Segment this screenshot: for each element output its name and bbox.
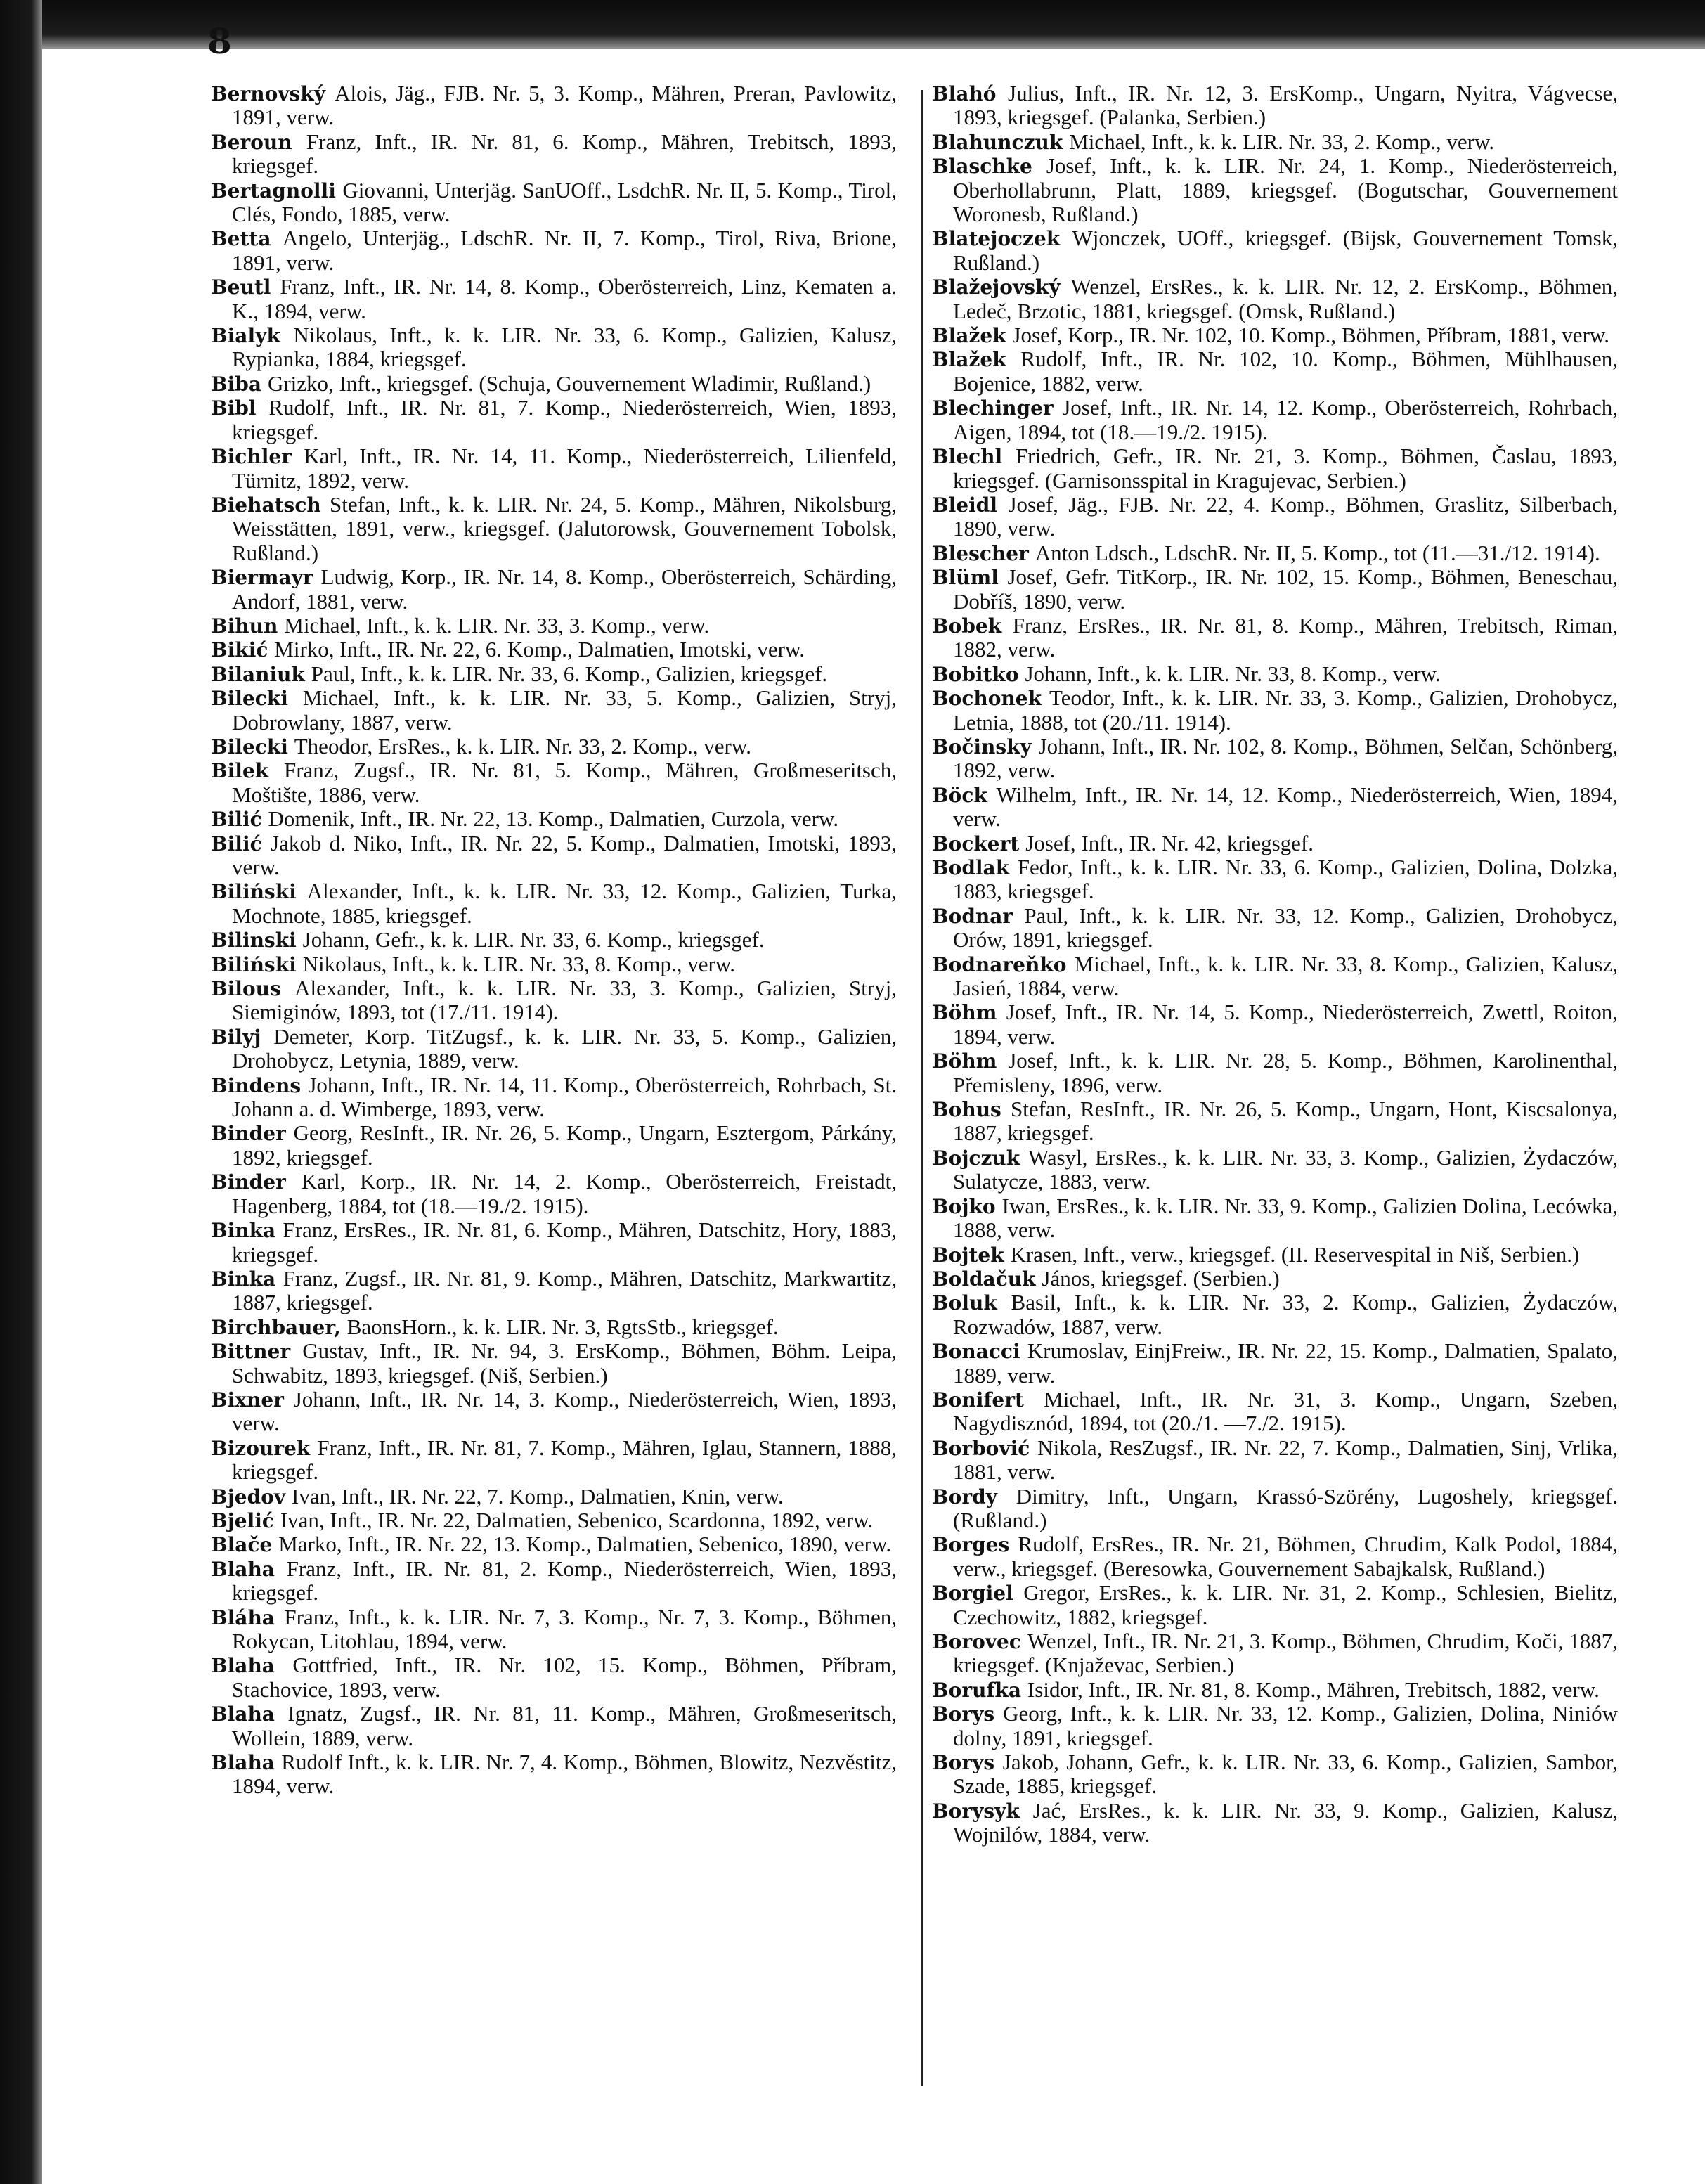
entry-surname: Bialyk xyxy=(211,324,280,348)
entry-details: Nikolaus, Inft., k. k. LIR. Nr. 33, 8. Komp., verw. xyxy=(302,951,735,976)
entry-surname: Birchbauer, xyxy=(211,1315,341,1339)
page-number: 8 xyxy=(207,20,232,62)
entry-surname: Borovec xyxy=(932,1630,1021,1653)
entry-surname: Blače xyxy=(211,1533,273,1557)
register-entry xyxy=(211,832,897,880)
entry-surname: Bixner xyxy=(211,1388,284,1411)
entry-surname: Blechl xyxy=(932,445,1003,469)
register-entry xyxy=(211,662,897,686)
entry-details: Fedor, Inft., k. k. LIR. Nr. 33, 6. Komp., Galizien, Dolina, Dolzka, 1883, kriegsgef. xyxy=(953,855,1619,904)
entry-details: Michael, Inft., k. k. LIR. Nr. 33, 3. Komp., verw. xyxy=(284,612,710,638)
entry-surname: Bodnar xyxy=(932,904,1013,928)
entry-details: Stefan, ResInft., IR. Nr. 26, 5. Komp., Ungarn, Hont, Kiscsalonya, 1887, kriegsgef. xyxy=(953,1097,1618,1146)
scan-left-border xyxy=(0,0,42,2184)
register-entry xyxy=(211,1073,897,1122)
entry-details: Mirko, Inft., IR. Nr. 22, 6. Komp., Dalmatien, Imotski, verw. xyxy=(274,637,805,662)
entry-details: Josef, Inft., IR. Nr. 14, 5. Komp., Niederösterreich, Zwettl, Roiton, 1894, verw. xyxy=(953,1000,1618,1049)
entry-details: Rudolf, ErsRes., IR. Nr. 21, Böhmen, Chrudim, Kalk Podol, 1884, verw., kriegsgef. (Beresowka, Gouvernement Sabajkalsk, Rußland.) xyxy=(953,1532,1618,1581)
entry-details: Josef, Jäg., FJB. Nr. 22, 4. Komp., Böhmen, Graslitz, Silberbach, 1890, verw. xyxy=(953,491,1618,541)
register-entry xyxy=(932,1629,1618,1678)
entry-details: Paul, Inft., k. k. LIR. Nr. 33, 12. Komp., Galizien, Drohobycz, Orów, 1891, kriegsgef. xyxy=(953,903,1618,952)
register-entry xyxy=(932,1485,1618,1533)
entry-details: Isidor, Inft., IR. Nr. 81, 8. Komp., Mähren, Trebitsch, 1882, verw. xyxy=(1027,1676,1600,1702)
entry-details: Basil, Inft., k. k. LIR. Nr. 33, 2. Komp., Galizien, Żydaczów, Rozwadów, 1887, verw. xyxy=(953,1290,1619,1339)
entry-details: Wenzel, Inft., IR. Nr. 21, 3. Komp., Böhmen, Chrudim, Koči, 1887, kriegsgef. (Knjaževac, Serbien.) xyxy=(953,1629,1618,1678)
entry-details: Franz, Inft., k. k. LIR. Nr. 7, 3. Komp., Nr. 7, 3. Komp., Böhmen, Rokycan, Litohlau, 1894, verw. xyxy=(232,1604,897,1653)
entry-surname: Biba xyxy=(211,372,262,396)
register-entry xyxy=(932,735,1618,783)
register-entry xyxy=(211,1267,897,1315)
entry-surname: Binka xyxy=(211,1219,276,1243)
register-entry xyxy=(211,1750,897,1799)
register-entry xyxy=(211,686,897,735)
register-entry xyxy=(211,1532,897,1556)
register-entry xyxy=(211,1339,897,1388)
register-entry xyxy=(211,1557,897,1605)
register-entry xyxy=(932,1146,1618,1194)
entry-details: Franz, ErsRes., IR. Nr. 81, 6. Komp., Mähren, Datschitz, Hory, 1883, kriegsgef. xyxy=(232,1217,897,1267)
entry-surname: Borges xyxy=(932,1533,1010,1557)
register-entry xyxy=(932,1702,1618,1750)
entry-surname: Bordy xyxy=(932,1485,997,1508)
register-entry xyxy=(211,1436,897,1485)
entry-surname: Blaha xyxy=(211,1557,275,1581)
entry-details: Giovanni, Unterjäg. SanUOff., LsdchR. Nr. II, 5. Komp., Tirol, Clés, Fondo, 1885, verw. xyxy=(232,177,897,227)
register-entry xyxy=(932,952,1618,1001)
entry-surname: Bobitko xyxy=(932,662,1019,686)
entry-surname: Bilyj xyxy=(211,1025,261,1049)
register-entry xyxy=(932,1339,1618,1388)
entry-details: Jać, ErsRes., k. k. LIR. Nr. 33, 9. Komp., Galizien, Kalusz, Wojnilów, 1884, verw. xyxy=(953,1797,1618,1847)
entry-details: Wasyl, ErsRes., k. k. LIR. Nr. 33, 3. Komp., Galizien, Żydaczów, Sulatycze, 1883, verw. xyxy=(953,1144,1618,1194)
entry-surname: Bočinsky xyxy=(932,735,1032,758)
entry-surname: Böck xyxy=(932,783,987,807)
entry-details: Demeter, Korp. TitZugsf., k. k. LIR. Nr. 33, 5. Komp., Galizien, Drohobycz, Letynia, 1889, verw. xyxy=(232,1023,897,1073)
entry-surname: Blahunczuk xyxy=(932,130,1063,154)
entry-details: Teodor, Inft., k. k. LIR. Nr. 33, 3. Komp., Galizien, Drohobycz, Letnia, 1888, tot (20./11. 1914). xyxy=(953,685,1619,735)
register-entry xyxy=(211,952,897,976)
register-entry xyxy=(211,565,897,614)
register-entry xyxy=(211,879,897,928)
register-entry xyxy=(211,323,897,372)
register-entry xyxy=(932,1049,1618,1097)
entry-surname: Biermayr xyxy=(211,566,313,590)
entry-surname: Bibl xyxy=(211,396,257,420)
entry-surname: Biliński xyxy=(211,952,297,976)
register-entry xyxy=(211,1605,897,1654)
register-entry xyxy=(211,1170,897,1218)
entry-details: Alexander, Inft., k. k. LIR. Nr. 33, 3. Komp., Galizien, Stryj, Siemiginów, 1893, tot (17./11. 1914). xyxy=(232,976,897,1025)
entry-surname: Boldačuk xyxy=(932,1267,1036,1291)
register-entry xyxy=(211,1218,897,1267)
entry-surname: Boluk xyxy=(932,1291,997,1315)
entry-details: Michael, Inft., k. k. LIR. Nr. 33, 5. Komp., Galizien, Stryj, Dobrowlany, 1887, verw. xyxy=(232,685,897,735)
entry-surname: Blüml xyxy=(932,566,999,590)
entry-surname: Borys xyxy=(932,1702,995,1726)
register-entry xyxy=(932,1194,1618,1243)
register-entry xyxy=(211,1121,897,1170)
entry-surname: Blaha xyxy=(211,1654,275,1678)
register-entry xyxy=(211,1388,897,1436)
entry-surname: Bizourek xyxy=(211,1436,311,1460)
entry-details: Nikola, ResZugsf., IR. Nr. 22, 7. Komp., Dalmatien, Sinj, Vrlika, 1881, verw. xyxy=(953,1435,1618,1485)
entry-surname: Blažek xyxy=(932,348,1006,372)
entry-surname: Bodnareňko xyxy=(932,952,1067,976)
entry-details: Krumoslav, EinjFreiw., IR. Nr. 22, 15. Komp., Dalmatien, Spalato, 1889, verw. xyxy=(953,1338,1618,1388)
entry-details: Johann, Inft., IR. Nr. 14, 11. Komp., Oberösterreich, Rohrbach, St. Johann a. d. Wimberge, 1893, verw. xyxy=(232,1072,897,1122)
entry-surname: Blaha xyxy=(211,1702,275,1726)
register-entry xyxy=(211,758,897,807)
entry-details: Josef, Inft., IR. Nr. 14, 12. Komp., Oberösterreich, Rohrbach, Aigen, 1894, tot (18.—19./2. 1915). xyxy=(953,395,1618,444)
entry-details: Grizko, Inft., kriegsgef. (Schuja, Gouvernement Wladimir, Rußland.) xyxy=(267,370,871,396)
entry-surname: Bodlak xyxy=(932,856,1010,879)
entry-details: Josef, Gefr. TitKorp., IR. Nr. 102, 15. Komp., Böhmen, Beneschau, Dobříš, 1890, verw. xyxy=(953,564,1619,614)
entry-surname: Borufka xyxy=(932,1678,1022,1702)
entry-surname: Blažejovský xyxy=(932,276,1061,299)
entry-surname: Blescher xyxy=(932,541,1029,565)
register-entry xyxy=(211,493,897,565)
register-entry xyxy=(932,1581,1618,1629)
register-entry xyxy=(211,226,897,275)
entry-details: Jakob d. Niko, Inft., IR. Nr. 22, 5. Komp., Dalmatien, Imotski, 1893, verw. xyxy=(232,830,897,879)
entry-details: Michael, Inft., IR. Nr. 31, 3. Komp., Ungarn, Szeben, Nagydisznód, 1894, tot (20./1. —7./2. 1915). xyxy=(953,1386,1618,1436)
entry-details: Ivan, Inft., IR. Nr. 22, 7. Komp., Dalmatien, Knin, verw. xyxy=(292,1483,784,1508)
register-entry xyxy=(211,1025,897,1073)
register-entry xyxy=(932,82,1618,130)
entry-surname: Bjedov xyxy=(211,1485,286,1508)
entry-surname: Binder xyxy=(211,1122,286,1146)
entry-details: Ivan, Inft., IR. Nr. 22, Dalmatien, Sebenico, Scardonna, 1892, verw. xyxy=(280,1507,874,1532)
register-entry xyxy=(211,976,897,1025)
entry-surname: Borbović xyxy=(932,1436,1030,1460)
register-entry xyxy=(211,179,897,227)
entry-surname: Bonacci xyxy=(932,1340,1020,1364)
entry-surname: Bonifert xyxy=(932,1388,1024,1411)
entry-details: Wjonczek, UOff., kriegsgef. (Bijsk, Gouvernement Tomsk, Rußland.) xyxy=(953,226,1618,275)
entry-surname: Bilić xyxy=(211,808,262,832)
entry-surname: Bojtek xyxy=(932,1243,1004,1267)
entry-details: Domenik, Inft., IR. Nr. 22, 13. Komp., Dalmatien, Curzola, verw. xyxy=(268,806,839,832)
entry-details: Rudolf Inft., k. k. LIR. Nr. 7, 4. Komp., Böhmen, Blowitz, Nezvěstitz, 1894, verw. xyxy=(232,1750,897,1799)
entry-surname: Blaschke xyxy=(932,155,1032,179)
entry-details: Franz, Inft., IR. Nr. 81, 7. Komp., Mähren, Iglau, Stannern, 1888, kriegsgef. xyxy=(232,1435,897,1485)
column-divider xyxy=(921,90,923,2086)
entry-details: Franz, Zugsf., IR. Nr. 81, 9. Komp., Mähren, Datschitz, Markwartitz, 1887, kriegsgef. xyxy=(232,1265,897,1315)
register-entry xyxy=(211,735,897,758)
register-entry xyxy=(932,783,1618,832)
register-entry xyxy=(932,1000,1618,1049)
register-entry xyxy=(932,1799,1618,1847)
entry-surname: Betta xyxy=(211,227,271,251)
entry-surname: Blatejoczek xyxy=(932,227,1061,251)
entry-details: BaonsHorn., k. k. LIR. Nr. 3, RgtsStb., kriegsgef. xyxy=(346,1314,779,1339)
entry-surname: Bleidl xyxy=(932,493,997,517)
entry-surname: Bindens xyxy=(211,1073,302,1097)
entry-details: Anton Ldsch., LdschR. Nr. II, 5. Komp., tot (11.—31./12. 1914). xyxy=(1035,540,1600,565)
entry-details: Josef, Inft., IR. Nr. 42, kriegsgef. xyxy=(1025,830,1314,855)
register-entry xyxy=(932,275,1618,323)
entry-details: Friedrich, Gefr., IR. Nr. 21, 3. Komp., Böhmen, Časlau, 1893, kriegsgef. (Garnisonsspital in Kragujevac, Serbien.) xyxy=(953,444,1619,493)
entry-surname: Bojczuk xyxy=(932,1146,1020,1170)
entry-details: Iwan, ErsRes., k. k. LIR. Nr. 33, 9. Komp., Galizien Dolina, Lecówka, 1888, verw. xyxy=(953,1193,1618,1243)
entry-details: Gottfried, Inft., IR. Nr. 102, 15. Komp., Böhmen, Příbram, Stachovice, 1893, verw. xyxy=(232,1653,897,1702)
entry-surname: Blahó xyxy=(932,82,997,105)
entry-details: Marko, Inft., IR. Nr. 22, 13. Komp., Dalmatien, Sebenico, 1890, verw. xyxy=(278,1532,892,1557)
entry-details: Theodor, ErsRes., k. k. LIR. Nr. 33, 2. Komp., verw. xyxy=(294,733,751,758)
register-entry xyxy=(932,1097,1618,1146)
scan-top-border xyxy=(0,0,1705,49)
entry-surname: Bilić xyxy=(211,832,262,855)
entry-details: Rudolf, Inft., IR. Nr. 81, 7. Komp., Niederösterreich, Wien, 1893, kriegsgef. xyxy=(232,395,897,444)
entry-surname: Borys xyxy=(932,1751,995,1775)
register-entry xyxy=(932,396,1618,444)
entry-details: Johann, Inft., IR. Nr. 14, 3. Komp., Niederösterreich, Wien, 1893, verw. xyxy=(232,1386,897,1436)
entry-surname: Bichler xyxy=(211,445,292,469)
register-entry xyxy=(211,614,897,638)
register-entry xyxy=(211,130,897,179)
entry-details: Michael, Inft., k. k. LIR. Nr. 33, 2. Komp., verw. xyxy=(1069,129,1495,154)
register-entry xyxy=(211,1702,897,1750)
entry-details: Franz, ErsRes., IR. Nr. 81, 8. Komp., Mähren, Trebitsch, Riman, 1882, verw. xyxy=(953,612,1619,662)
entry-details: Karl, Korp., IR. Nr. 14, 2. Komp., Oberösterreich, Freistadt, Hagenberg, 1884, tot (18.—19./2. 1915). xyxy=(232,1169,897,1218)
entry-details: Josef, Korp., IR. Nr. 102, 10. Komp., Böhmen, Příbram, 1881, verw. xyxy=(1012,323,1610,348)
register-entry xyxy=(211,444,897,493)
entry-details: Wenzel, ErsRes., k. k. LIR. Nr. 12, 2. ErsKomp., Böhmen, Ledeč, Brzotic, 1881, kriegsgef. (Omsk, Rußland.) xyxy=(953,274,1618,323)
register-entry xyxy=(211,638,897,661)
entry-surname: Bihun xyxy=(211,614,278,638)
entry-surname: Beutl xyxy=(211,276,271,299)
register-entry xyxy=(932,347,1618,396)
entry-details: Rudolf, Inft., IR. Nr. 102, 10. Komp., Böhmen, Mühlhausen, Bojenice, 1882, verw. xyxy=(953,347,1618,396)
entry-surname: Borgiel xyxy=(932,1582,1013,1605)
register-entry xyxy=(932,1750,1618,1799)
register-entry xyxy=(211,1315,897,1339)
entry-surname: Binka xyxy=(211,1267,276,1291)
entry-surname: Bláha xyxy=(211,1605,275,1629)
entry-surname: Bilous xyxy=(211,977,281,1001)
entry-details: Georg, Inft., k. k. LIR. Nr. 33, 12. Komp., Galizien, Dolina, Niniów dolny, 1891, kriegsgef. xyxy=(953,1701,1619,1750)
entry-details: Josef, Inft., k. k. LIR. Nr. 28, 5. Komp., Böhmen, Karolinenthal, Přemisleny, 1896, verw. xyxy=(953,1048,1618,1097)
entry-surname: Blechinger xyxy=(932,396,1054,420)
entry-details: Gregor, ErsRes., k. k. LIR. Nr. 31, 2. Komp., Schlesien, Bielitz, Czechowitz, 1882, kriegsgef. xyxy=(953,1580,1619,1629)
register-entry xyxy=(932,226,1618,275)
register-entry xyxy=(932,154,1618,226)
register-entry xyxy=(932,565,1618,614)
entry-surname: Bjelić xyxy=(211,1508,274,1532)
register-entry xyxy=(932,1243,1618,1267)
register-entry xyxy=(932,1678,1618,1702)
entry-surname: Böhm xyxy=(932,1001,997,1025)
register-entry xyxy=(932,130,1618,154)
entry-details: Franz, Inft., IR. Nr. 81, 2. Komp., Niederösterreich, Wien, 1893, kriegsgef. xyxy=(232,1556,897,1605)
register-entry xyxy=(932,444,1618,493)
entry-surname: Bilaniuk xyxy=(211,662,305,686)
entry-details: Dimitry, Inft., Ungarn, Krassó-Szörény, Lugoshely, kriegsgef. (Rußland.) xyxy=(953,1483,1618,1532)
register-entry xyxy=(932,855,1618,904)
entry-surname: Blažek xyxy=(932,324,1006,348)
entry-details: Jakob, Johann, Gefr., k. k. LIR. Nr. 33, 6. Komp., Galizien, Sambor, Szade, 1885, kriegsgef. xyxy=(953,1750,1618,1799)
entry-surname: Bilecki xyxy=(211,735,288,758)
entry-surname: Biliński xyxy=(211,880,297,904)
entry-details: Ignatz, Zugsf., IR. Nr. 81, 11. Komp., Mähren, Großmeseritsch, Wollein, 1889, verw. xyxy=(232,1701,897,1750)
entry-details: Karl, Inft., IR. Nr. 14, 11. Komp., Niederösterreich, Lilienfeld, Türnitz, 1892, verw. xyxy=(232,444,897,493)
entry-surname: Borysyk xyxy=(932,1799,1020,1823)
register-entry xyxy=(211,82,897,130)
register-entry xyxy=(932,904,1618,952)
entry-details: Angelo, Unterjäg., LdschR. Nr. II, 7. Komp., Tirol, Riva, Brione, 1891, verw. xyxy=(232,226,897,275)
entry-details: Alexander, Inft., k. k. LIR. Nr. 33, 12. Komp., Galizien, Turka, Mochnote, 1885, kriegsgef. xyxy=(232,879,897,928)
register-entry xyxy=(211,1485,897,1508)
entry-details: Franz, Zugsf., IR. Nr. 81, 5. Komp., Mähren, Großmeseritsch, Moštište, 1886, verw. xyxy=(232,758,897,807)
entry-details: Johann, Gefr., k. k. LIR. Nr. 33, 6. Komp., kriegsgef. xyxy=(302,927,765,952)
register-entry xyxy=(211,396,897,444)
entry-surname: Bikić xyxy=(211,638,268,662)
register-entry xyxy=(932,614,1618,662)
register-entry xyxy=(211,1653,897,1702)
entry-details: Krasen, Inft., verw., kriegsgef. (II. Reservespital in Niš, Serbien.) xyxy=(1010,1241,1580,1267)
entry-surname: Bohus xyxy=(932,1098,1001,1122)
entry-surname: Bochonek xyxy=(932,687,1042,711)
register-entry xyxy=(932,832,1618,855)
entry-surname: Bertagnolli xyxy=(211,179,336,202)
entry-surname: Bittner xyxy=(211,1340,291,1364)
register-entry xyxy=(932,1532,1618,1581)
right-column xyxy=(932,82,1618,1847)
register-entry xyxy=(932,493,1618,541)
entry-details: Julius, Inft., IR. Nr. 12, 3. ErsKomp., Ungarn, Nyitra, Vágvecse, 1893, kriegsgef. (Palanka, Serbien.) xyxy=(953,81,1619,130)
register-entry xyxy=(932,1388,1618,1436)
entry-surname: Böhm xyxy=(932,1049,997,1073)
entry-details: Franz, Inft., IR. Nr. 81, 6. Komp., Mähren, Trebitsch, 1893, kriegsgef. xyxy=(232,129,897,179)
entry-details: Franz, Inft., IR. Nr. 14, 8. Komp., Oberösterreich, Linz, Kematen a. K., 1894, verw. xyxy=(232,274,897,323)
entry-details: Georg, ResInft., IR. Nr. 26, 5. Komp., Ungarn, Esztergom, Párkány, 1892, kriegsgef. xyxy=(232,1120,897,1170)
register-entry xyxy=(211,1508,897,1532)
register-entry xyxy=(932,1267,1618,1291)
register-entry xyxy=(932,662,1618,686)
entry-details: Michael, Inft., k. k. LIR. Nr. 33, 8. Komp., Galizien, Kalusz, Jasień, 1884, verw. xyxy=(953,951,1618,1001)
entry-details: Josef, Inft., k. k. LIR. Nr. 24, 1. Komp., Niederösterreich, Oberhollabrunn, Platt, 1889, kriegsgef. (Bogutschar, Gouvernement Woronesb, Rußland.) xyxy=(953,153,1619,227)
entry-surname: Bernovský xyxy=(211,82,325,105)
entry-details: Ludwig, Korp., IR. Nr. 14, 8. Komp., Oberösterreich, Schärding, Andorf, 1881, verw. xyxy=(232,564,897,614)
entry-surname: Blaha xyxy=(211,1751,275,1775)
register-entry xyxy=(932,323,1618,347)
register-entry xyxy=(932,541,1618,565)
entry-surname: Bockert xyxy=(932,832,1020,855)
entry-details: Stefan, Inft., k. k. LIR. Nr. 24, 5. Komp., Mähren, Nikolsburg, Weisstätten, 1891, verw., kriegsgef. (Jalutorowsk, Gouvernement Tobolsk, Rußland.) xyxy=(232,491,897,565)
entry-details: János, kriegsgef. (Serbien.) xyxy=(1042,1265,1280,1291)
left-column xyxy=(211,82,897,1799)
entry-surname: Bobek xyxy=(932,614,1002,638)
entry-surname: Binder xyxy=(211,1170,286,1194)
entry-details: Alois, Jäg., FJB. Nr. 5, 3. Komp., Mähren, Preran, Pavlowitz, 1891, verw. xyxy=(232,81,897,130)
entry-details: Nikolaus, Inft., k. k. LIR. Nr. 33, 6. Komp., Galizien, Kalusz, Rypianka, 1884, kriegsgef. xyxy=(232,323,897,372)
entry-surname: Bojko xyxy=(932,1194,996,1218)
entry-details: Johann, Inft., k. k. LIR. Nr. 33, 8. Komp., verw. xyxy=(1025,661,1441,686)
register-entry xyxy=(932,1436,1618,1485)
entry-details: Wilhelm, Inft., IR. Nr. 14, 12. Komp., Niederösterreich, Wien, 1894, verw. xyxy=(953,782,1618,832)
entry-surname: Biehatsch xyxy=(211,493,321,517)
register-entry xyxy=(211,372,897,396)
register-entry xyxy=(932,1291,1618,1339)
entry-details: Gustav, Inft., IR. Nr. 94, 3. ErsKomp., Böhmen, Böhm. Leipa, Schwabitz, 1893, kriegsgef. (Niš, Serbien.) xyxy=(232,1338,897,1388)
register-entry xyxy=(211,807,897,831)
entry-surname: Bilecki xyxy=(211,687,288,711)
entry-details: Paul, Inft., k. k. LIR. Nr. 33, 6. Komp., Galizien, kriegsgef. xyxy=(311,661,828,686)
entry-surname: Bilinski xyxy=(211,929,297,952)
entry-surname: Beroun xyxy=(211,130,292,154)
register-entry xyxy=(211,928,897,952)
entry-details: Johann, Inft., IR. Nr. 102, 8. Komp., Böhmen, Selčan, Schönberg, 1892, verw. xyxy=(953,733,1618,783)
entry-surname: Bilek xyxy=(211,759,269,783)
register-entry xyxy=(211,275,897,323)
register-entry xyxy=(932,686,1618,735)
